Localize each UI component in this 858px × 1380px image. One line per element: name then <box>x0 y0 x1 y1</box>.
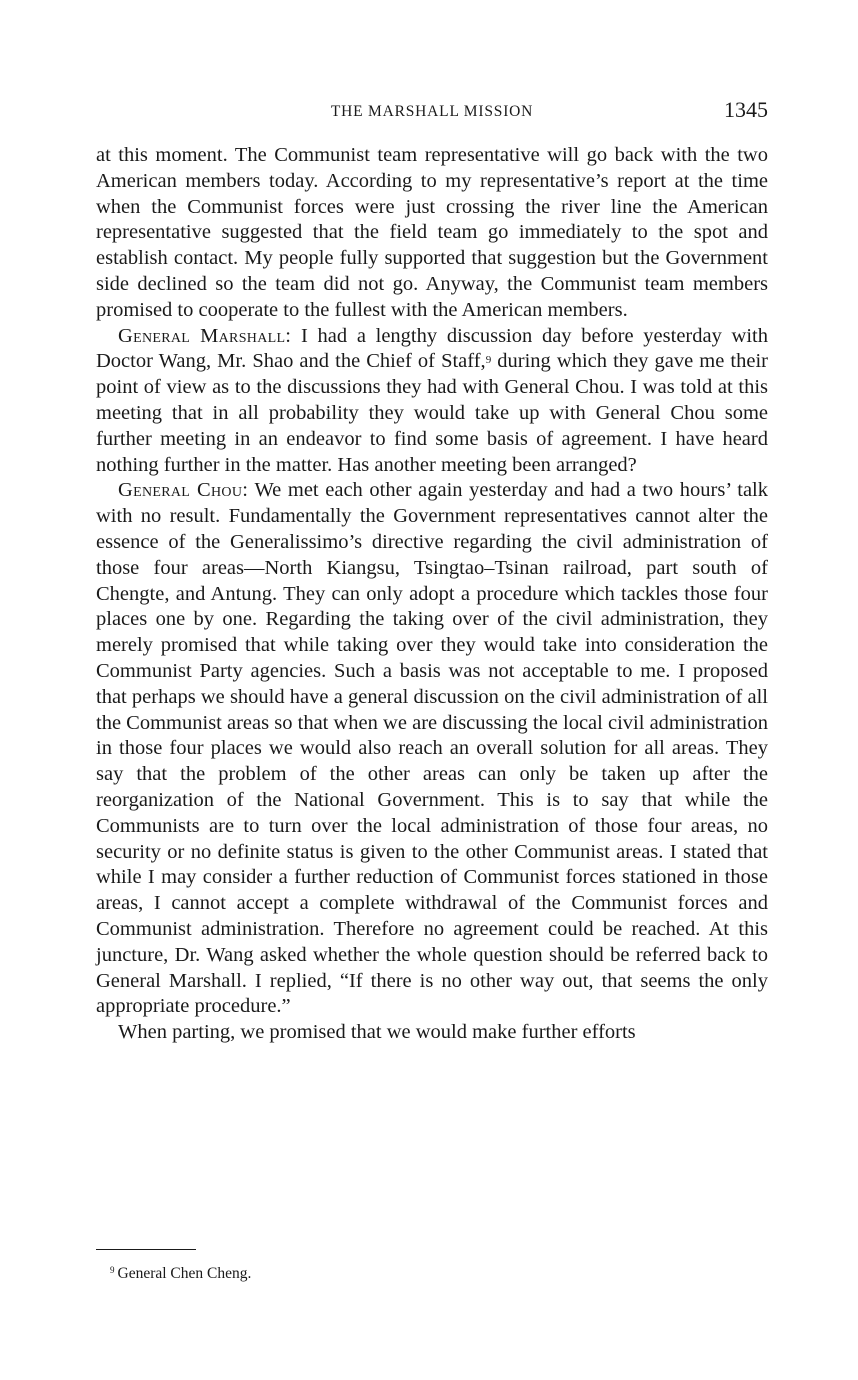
footnote-divider <box>96 1249 196 1250</box>
footnote-reference: 9 <box>485 354 492 367</box>
footnote-marker: 9 <box>110 1265 115 1275</box>
speaker-label: General Chou: <box>118 479 249 502</box>
paragraph-text: I had a lengthy discussion day before yesterday with Doctor Wang, Mr. Shao and the Chief of Staff, <box>96 324 768 373</box>
page-header <box>96 97 768 127</box>
page-number: 1345 <box>724 97 768 122</box>
paragraph-text: during which they gave me their point of view as to the discussions they had with General Chou. I was told at this meeting that in all probability they would take up with General Chou some further meeting in an endeavor to find some basis of agreement. I have heard nothing further in the matter. Has another meeting been arranged? <box>96 350 768 476</box>
footnote <box>110 1265 251 1283</box>
running-title: THE MARSHALL MISSION <box>330 103 534 120</box>
paragraph-text: We met each other again yesterday and had a two hours’ talk with no result. Fundamentally the Government representatives cannot alter the essence of the Generalissimo’s directive regarding the civil administration of those four areas—North Kiangsu, Tsingtao–Tsinan railroad, part south of Chengte, and Antung. They can only adopt a procedure which tackles those four places one by one. Regarding the taking over of the civil administration, they merely promised that while taking over they would take into consideration the Communist Party agencies. Such a basis was not acceptable to me. I proposed that perhaps we should have a general discussion on the civil administration of all the Communist areas so that when we are discussing the local civil administration in those four places we would also reach an overall solution for all areas. They say that the problem of the other areas can only be taken up after the reorganization of the National Government. This is to say that while the Communists are to turn over the local administration of those four areas, no security or no definite status is given to the other Communist areas. I stated that while I may consider a further reduction of Communist forces stationed in those areas, I cannot accept a complete withdrawal of the Communist forces and Communist administration. Therefore no agreement could be reached. At this juncture, Dr. Wang asked whether the whole question should be referred back to General Marshall. I replied, “If there is no other way out, that seems the only appropriate procedure.” <box>96 479 768 1018</box>
paragraph-marshall <box>96 324 768 479</box>
paragraph-parting: When parting, we promised that we would make further efforts <box>118 1021 636 1044</box>
paragraph-chou <box>96 478 768 1020</box>
paragraph-continuation: at this moment. The Communist team representative will go back with the two American members today. According to my representative’s report at the time when the Communist forces were just crossing the river line the American representative suggested that the field team go immediately to the spot and establish contact. My people fully supported that suggestion but the Government side declined so the team did not go. Anyway, the Communist team members promised to cooperate to the fullest with the American members. <box>96 144 768 321</box>
footnote-text: General Chen Cheng. <box>117 1265 252 1282</box>
speaker-label: General Marshall: <box>118 324 292 347</box>
body-text <box>96 143 768 1046</box>
